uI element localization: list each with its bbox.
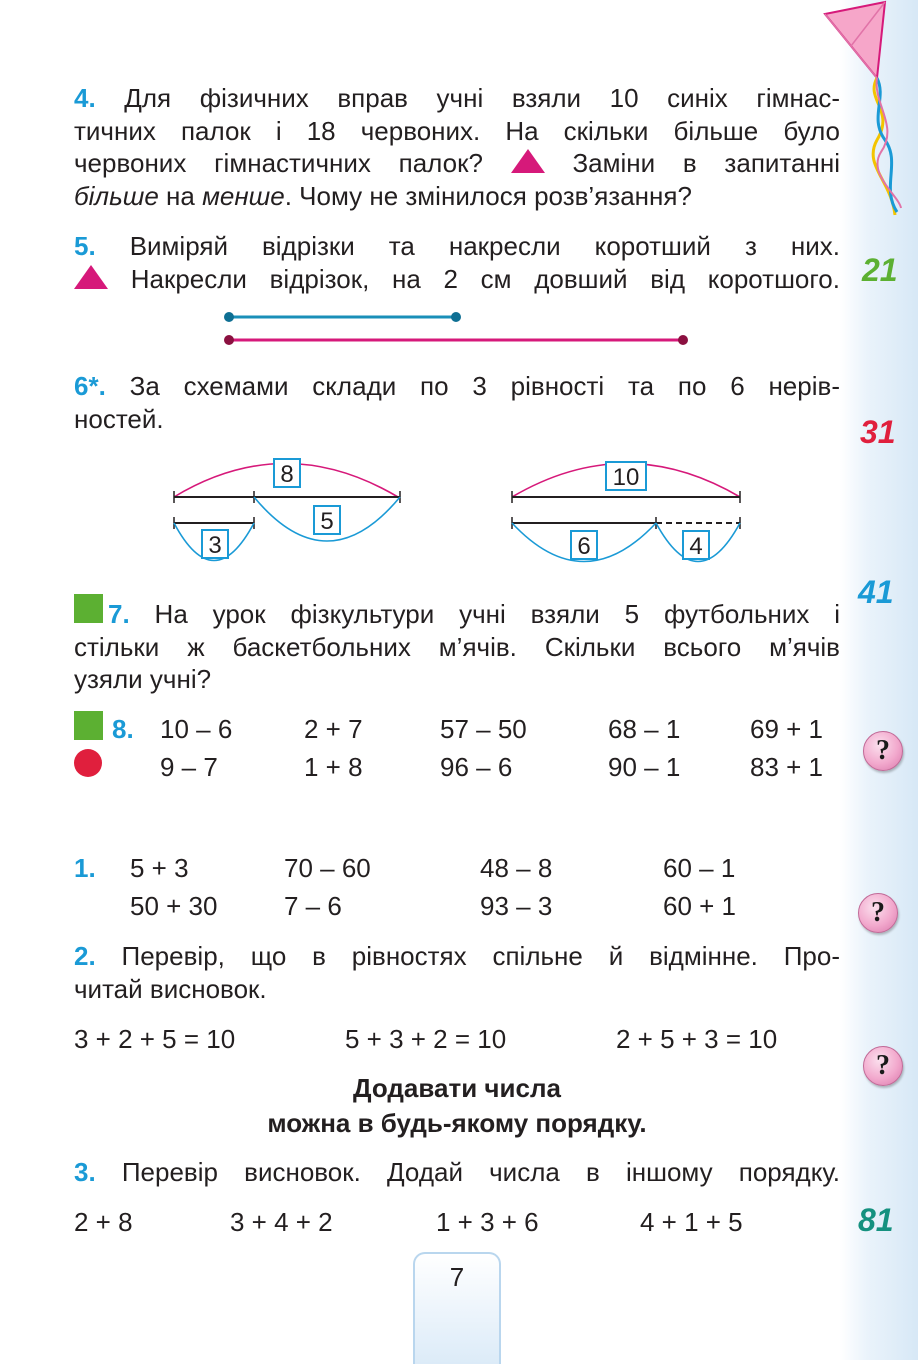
green-square-marker-icon [74,711,103,740]
task-4: 4. Для фізичних вправ учні взяли 10 синіх гімнас- тичних палок і 18 червоних. На скільки більше було червоних гімнастичних палок? Заміни в запитанні більше на менше. Чому не змінилося розв’язання? [74,83,840,211]
scheme-2 [508,450,748,575]
question-mark-icon: ? [863,1046,903,1086]
scheme-2-top: 10 [612,464,640,491]
task-number: 1. [74,853,96,883]
task-7: 7. На урок фізкультури учні взяли 5 футбольних і стільки ж баскетбольних м’ячів. Скільки всього м’ячів узяли учні? [74,599,840,694]
task-number: 3. [74,1157,96,1187]
task-number: 6*. [74,371,106,401]
scheme-1-left: 3 [208,532,222,559]
red-circle-marker-icon [74,749,102,777]
page-number-tab [413,1252,501,1364]
question-mark-icon: ? [863,731,903,771]
task-number: 8. [112,714,134,744]
task-number: 5. [74,231,96,261]
lesson-task-2: 2. Перевір, що в рівностях спільне й відмінне. Про- читай висновок. [74,941,840,1004]
question-mark-icon: ? [858,893,898,933]
triangle-marker-icon [511,149,545,173]
task-number: 2. [74,941,96,971]
page-number: 7 [449,1262,465,1292]
sidebar-number-81: 81 [858,1202,894,1238]
sidebar-number-41: 41 [858,574,894,610]
task-6: 6*. За схемами склади по 3 рівності та по 6 нерів- ностей. [74,371,840,434]
task-number: 4. [74,83,96,113]
segments-figure [220,308,700,352]
sidebar-number-31: 31 [860,414,896,450]
lesson-task-3: 3. Перевір висновок. Додай числа в іншому порядку. [74,1157,840,1187]
textbook-page: 4. Для фізичних вправ учні взяли 10 синіх гімнас- тичних палок і 18 червоних. На скільки більше було червоних гімнастичних палок? Заміни в запитанні більше на менше. Чому не змінилося розв’язання? 5. Виміряй відрізки та накресли коротший з них. Накресли відрізок, на 2 см довший від коротшого. 6*. За схемами склади по 3 рівності та по 6 нерів- ностей. 8 5 3 10 6 4 7. На урок фізкультури учні взяли 5 футбольних і стільки ж баскетбольних м’ячів. Скільки всього м’ячів узяли учні? 8. 10 – 6 2 + 7 57 – 50 68 – 1 69 + 1 9 – 7 1 + 8 96 – 6 90 – 1 83 + 1 1. 5 + 3 70 – 60 48 – 8 60 – 1 50 + 30 7 – 6 93 – 3 60 + 1 2. Перевір, що в рівностях спільне й відмінне. Про- читай висновок. 3 + 2 + 5 = 10 5 + 3 + 2 = 10 2 + 5 + 3 = 10 Додавати числа можна в будь-якому порядку. 3. Перевір висновок. Додай числа в іншому порядку. 2 + 8 3 + 4 + 2 1 + 3 + 6 4 + 1 + 5 21 31 41 ? ? ? 81 7 [0,0,918,1360]
scheme-2-right: 4 [689,533,703,560]
scheme-2-left: 6 [577,533,591,560]
scheme-1-top: 8 [280,461,294,488]
task-number: 7. [108,599,130,629]
scheme-1-right: 5 [320,508,334,535]
triangle-marker-icon [74,265,108,289]
sidebar-number-21: 21 [862,252,898,288]
task-5: 5. Виміряй відрізки та накресли коротший з них. Накресли відрізок, на 2 см довший від коротшого. [74,231,840,294]
scheme-1 [170,450,410,575]
